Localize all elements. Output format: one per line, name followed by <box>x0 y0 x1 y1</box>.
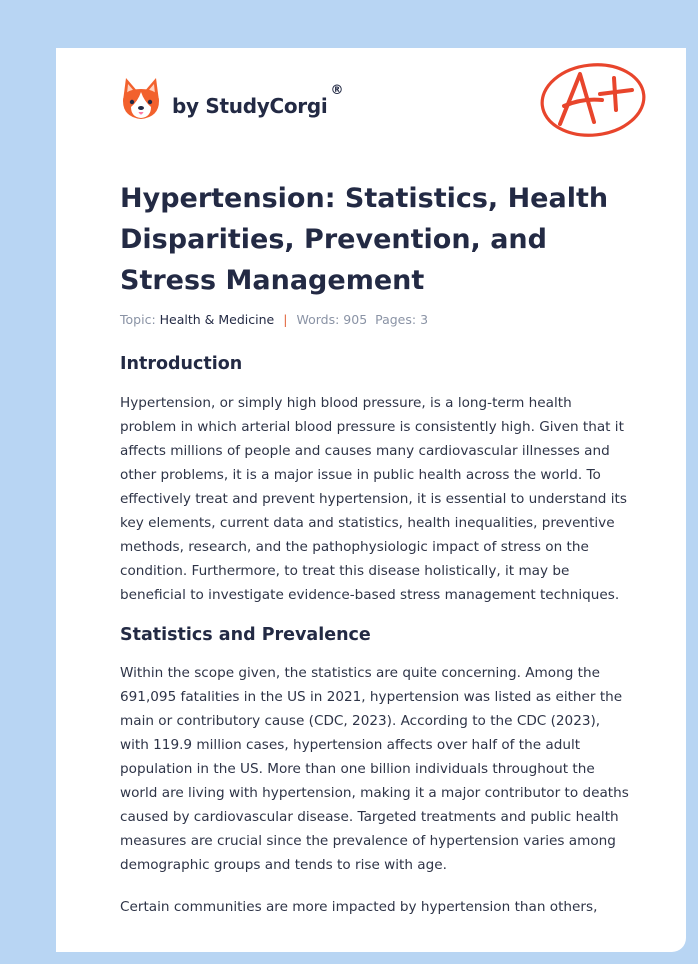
registered-mark: ® <box>330 82 344 98</box>
corgi-logo-icon <box>120 77 162 123</box>
paragraph: Within the scope given, the statistics are quite concerning. Among the 691,095 fatalities in the US in 2021, hypertension was listed as either the main or contributory cause (CDC, 2023). According to the CDC (2023), with 119.9 million cases, hypertension affects over half of the adult population in the US. More than one billion individuals throughout the world are living with hypertension, making it a major contributor to deaths caused by cardiovascular disease. Targeted treatments and public health measures are crucial since the prevalence of hypertension varies among demographic groups and tends to rise with age. <box>120 665 629 873</box>
words-label: Words: <box>296 312 340 327</box>
section-heading-statistics: Statistics and Prevalence <box>120 625 371 645</box>
topic-link[interactable]: Health & Medicine <box>159 312 275 327</box>
meta-separator: | <box>283 312 288 327</box>
pages-label: Pages: <box>375 312 417 327</box>
document-title: Hypertension: Statistics, Health Disparities, Prevention, and Stress Management <box>120 183 609 296</box>
brand-name: by StudyCorgi <box>172 94 328 118</box>
pages-count: 3 <box>420 312 429 327</box>
brand[interactable] <box>120 76 343 124</box>
topic-label: Topic: <box>120 312 156 327</box>
document-page <box>56 48 686 952</box>
a-plus-grade-icon <box>538 60 648 140</box>
paragraph: Certain communities are more impacted by hypertension than others, <box>120 899 598 915</box>
section-heading-introduction: Introduction <box>120 354 243 374</box>
paragraph: Hypertension, or simply high blood pressure, is a long-term health problem in which arterial blood pressure is consistently high. Given that it affects millions of people and causes many cardiovascular illnesses and other problems, it is a major issue in public health across the world. To effectively treat and prevent hypertension, it is essential to understand its key elements, current data and statistics, health inequalities, preventive methods, research, and the pathophysiologic impact of stress on the condition. Furthermore, to treat this disease holistically, it may be beneficial to investigate evidence-based stress management techniques. <box>120 395 627 603</box>
words-count: 905 <box>343 312 368 327</box>
document-meta <box>120 312 428 327</box>
